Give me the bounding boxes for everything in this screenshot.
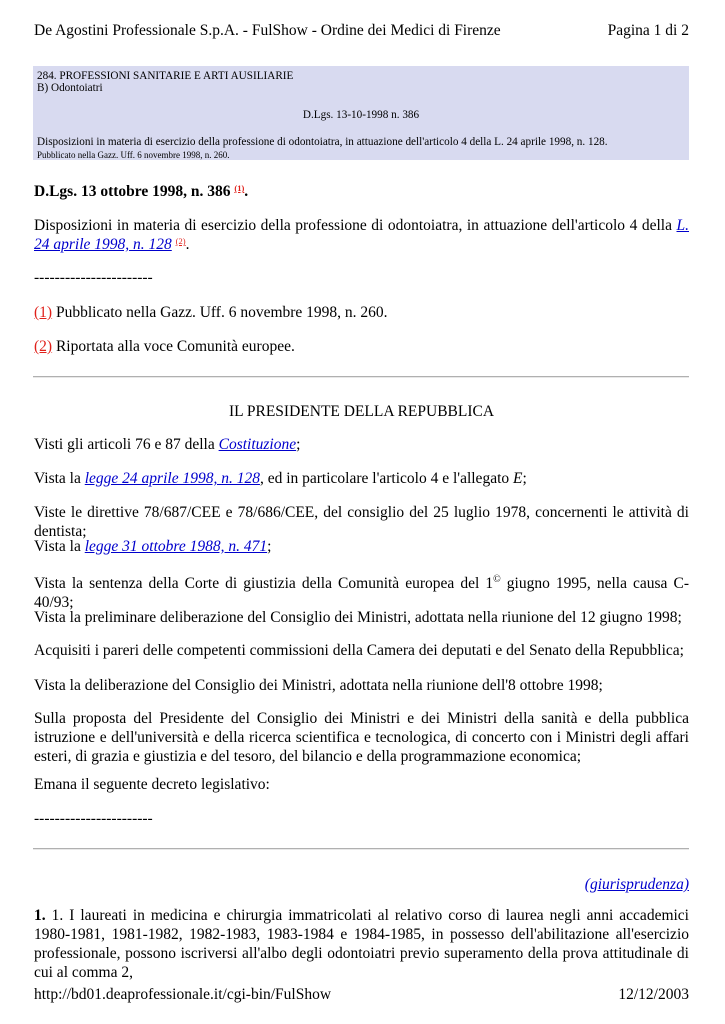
note-2-ref[interactable]: (2) [34,338,53,355]
preamble-sentenza [34,574,689,612]
sentenza-superscript: © [493,574,501,585]
act-title [34,182,689,201]
summary-category: 284. PROFESSIONI SANITARIE E ARTI AUSILIARIE [37,70,294,82]
preamble-direttive: Viste le direttive 78/687/CEE e 78/686/CEE, del consiglio del 25 luglio 1978, concernenti le attività di dentista; [34,504,689,540]
legge471-post: ; [267,538,272,555]
act-intro-note-ref[interactable]: (2) [175,236,186,246]
law-128-link[interactable]: L. 24 aprile 1998, n. 128 [34,217,689,253]
divider-1 [33,376,689,378]
summary-box [33,66,689,160]
preamble-proposta: Sulla proposta del Presidente del Consiglio dei Ministri e dei Ministri della sanità e della pubblica istruzione e dell'università e della ricerca scientifica e tecnologica, di concerto con i Ministri degli affari esteri, di grazia e giustizia e del tesoro, del bilancio e della programmazione economica; [34,710,689,765]
giurisprudenza-link[interactable]: (giurisprudenza) [584,876,689,893]
preamble-preliminare: Vista la preliminare deliberazione del Consiglio dei Ministri, adottata nella riunione del 12 giugno 1998; [34,609,682,626]
preamble-emana: Emana il seguente decreto legislativo: [34,776,270,793]
summary-subcategory: B) Odontoiatri [37,82,103,94]
sentenza-post: giugno 1995, nella causa C-40/93; [34,575,689,611]
legge128-pre: Vista la [34,470,85,487]
article-1-number: 1. [34,907,46,924]
article-1 [34,906,689,982]
allegato-e: E [513,470,523,487]
sentenza-pre: Vista la sentenza della Corte di giustizia della Comunità europea del 1 [34,575,494,592]
legge-128-link[interactable]: legge 24 aprile 1998, n. 128 [84,470,260,487]
act-title-end: . [244,183,249,200]
preamble-deliberazione: Vista la deliberazione del Consiglio dei Ministri, adottata nella riunione dell'8 ottobre 1998; [34,677,603,694]
note-1-ref[interactable]: (1) [34,304,53,321]
page-number: Pagina 1 di 2 [607,22,689,39]
giurisprudenza-row [34,875,689,894]
act-intro [34,216,689,254]
preamble-legge-471 [34,537,689,556]
legge128-post: ; [522,470,527,487]
page-header [34,22,689,44]
summary-publication: Pubblicato nella Gazz. Uff. 6 novembre 1998, n. 260. [37,150,230,160]
note-2 [34,337,689,356]
separator-1: ----------------------- [34,269,153,286]
footer-url: http://bd01.deaprofessionale.it/cgi-bin/FulShow [34,986,332,1003]
summary-description: Disposizioni in materia di esercizio della professione di odontoiatra, in attuazione dell'articolo 4 della L. 24 aprile 1998, n. 128. [37,136,608,148]
act-intro-end: . [185,236,190,253]
legge128-mid: , ed in particolare l'articolo 4 e l'allegato [259,470,514,487]
act-intro-text: Disposizioni in materia di esercizio della professione di odontoiatra, in attuazione dell'articolo 4 della [34,217,677,234]
summary-reference: D.Lgs. 13-10-1998 n. 386 [302,109,420,121]
page-footer [34,986,689,1008]
preamble-legge-128 [34,469,689,488]
legge-471-link[interactable]: legge 31 ottobre 1988, n. 471 [84,538,268,555]
header-title: De Agostini Professionale S.p.A. - FulShow - Ordine dei Medici di Firenze [34,22,501,39]
note-1-text: Pubblicato nella Gazz. Uff. 6 novembre 1998, n. 260. [52,304,388,321]
separator-2: ----------------------- [34,810,153,827]
costituzione-pre: Visti gli articoli 76 e 87 della [34,436,219,453]
preamble-costituzione [34,435,689,454]
note-1 [34,303,689,322]
costituzione-link[interactable]: Costituzione [218,436,297,453]
article-1-text: 1. I laureati in medicina e chirurgia immatricolati al relativo corso di laurea negli anni accademici 1980-1981, 1981-1982, 1982-1983, 1983-1984 e 1984-1985, in possesso dell'abilitazione all'esercizio professionale, possono iscriversi all'albo degli odontoiatri previo superamento della prova attitudinale di cui al comma 2, [34,907,689,981]
preamble-heading: IL PRESIDENTE DELLA REPUBBLICA [228,403,495,420]
divider-2 [33,848,689,850]
act-title-text: D.Lgs. 13 ottobre 1998, n. 386 [34,183,231,200]
preamble-pareri: Acquisiti i pareri delle competenti commissioni della Camera dei deputati e del Senato della Repubblica; [34,642,684,659]
note-2-text: Riportata alla voce Comunità europee. [52,338,295,355]
act-title-note-ref[interactable]: (1) [234,183,245,193]
footer-date: 12/12/2003 [618,986,689,1003]
legge471-pre: Vista la [34,538,85,555]
costituzione-post: ; [296,436,301,453]
